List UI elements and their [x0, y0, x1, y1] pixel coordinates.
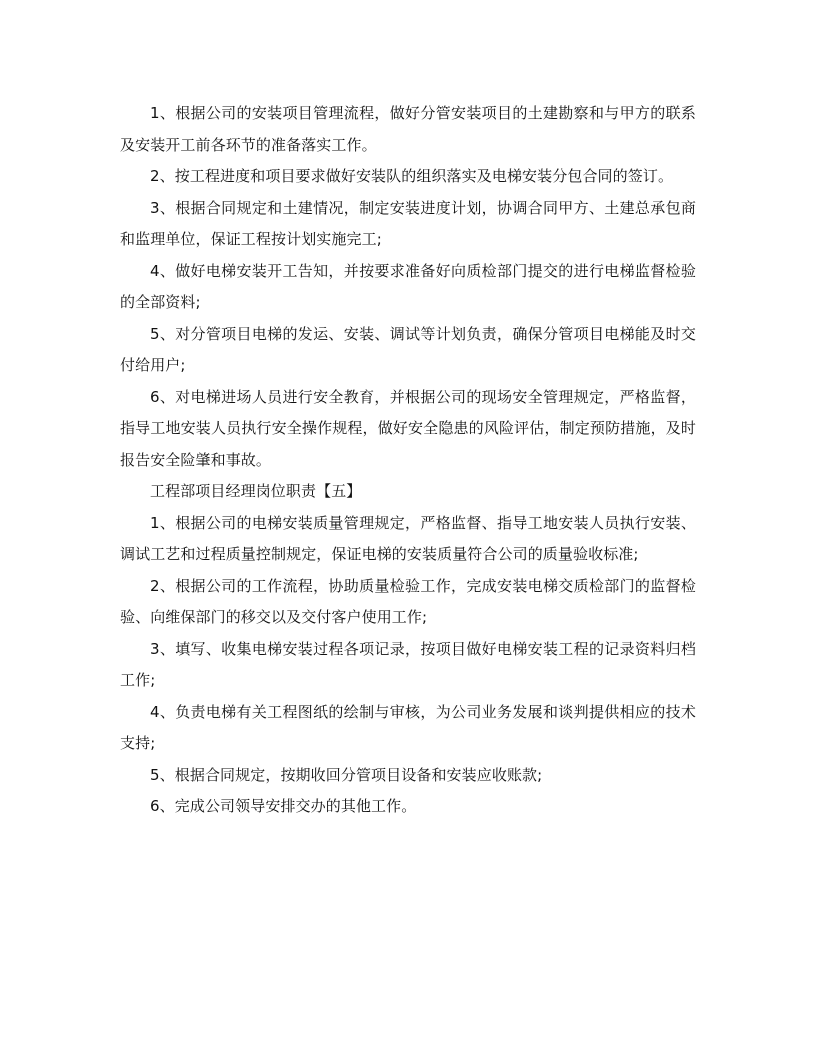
duty-item-5: 5、对分管项目电梯的发运、安装、调试等计划负责，确保分管项目电梯能及时交付给用户;	[120, 324, 696, 374]
duty-item-1: 1、根据公司的安装项目管理流程，做好分管安装项目的土建勘察和与甲方的联系及安装开工前各环节的准备落实工作。	[120, 104, 696, 154]
duty-item-2: 2、按工程进度和项目要求做好安装队的组织落实及电梯安装分包合同的签订。	[150, 167, 674, 185]
duty-item-6: 6、完成公司领导安排交办的其他工作。	[150, 797, 417, 815]
document-body	[120, 98, 696, 823]
section-heading: 工程部项目经理岗位职责【五】	[150, 482, 362, 500]
duty-item-6: 6、对电梯进场人员进行安全教育，并根据公司的现场安全管理规定，严格监督，指导工地安装人员执行安全操作规程，做好安全隐患的风险评估，制定预防措施，及时报告安全险肇和事故。	[120, 387, 696, 469]
duty-item-2: 2、根据公司的工作流程，协助质量检验工作，完成安装电梯交质检部门的监督检验、向维保部门的移交以及交付客户使用工作;	[120, 576, 696, 626]
duty-item-1: 1、根据公司的电梯安装质量管理规定，严格监督、指导工地安装人员执行安装、调试工艺和过程质量控制规定，保证电梯的安装质量符合公司的质量验收标准;	[120, 513, 696, 563]
duty-item-4: 4、负责电梯有关工程图纸的绘制与审核，为公司业务发展和谈判提供相应的技术支持;	[120, 702, 696, 752]
duty-item-3: 3、根据合同规定和土建情况，制定安装进度计划，协调合同甲方、土建总承包商和监理单位，保证工程按计划实施完工;	[120, 198, 696, 248]
duty-item-3: 3、填写、收集电梯安装过程各项记录，按项目做好电梯安装工程的记录资料归档工作;	[120, 639, 696, 689]
duty-item-4: 4、做好电梯安装开工告知，并按要求准备好向质检部门提交的进行电梯监督检验的全部资料;	[120, 261, 696, 311]
duty-item-5: 5、根据合同规定，按期收回分管项目设备和安装应收账款;	[150, 765, 543, 784]
